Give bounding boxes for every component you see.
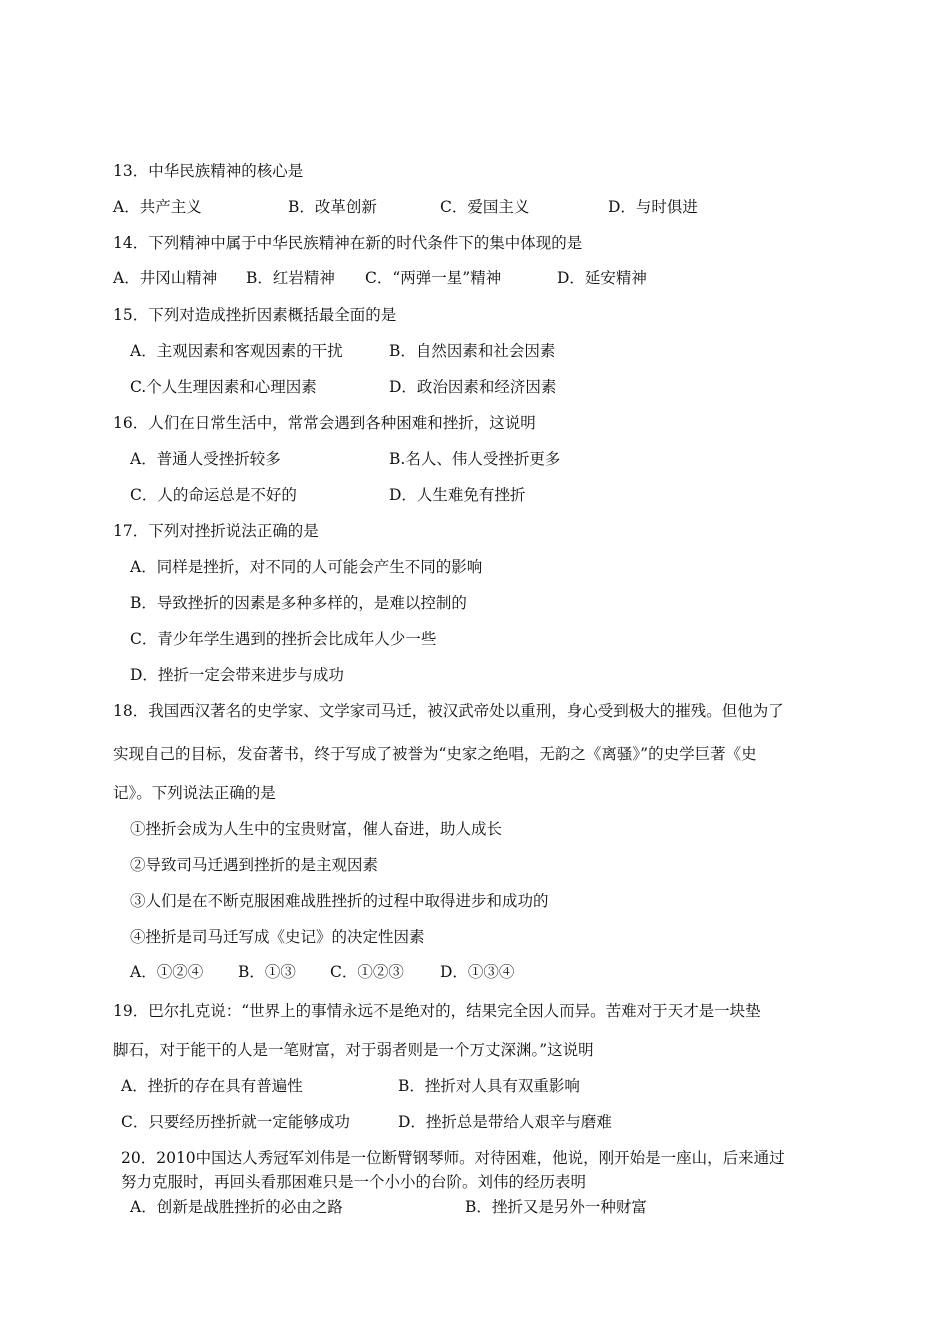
question-18-stem-line-2: 实现自己的目标，发奋著书，终于写成了被誉为“史家之绝唱，无韵之《离骚》”的史学巨著《史 <box>113 745 757 763</box>
question-20-stem-line-2: 努力克服时，再回头看那困难只是一个小小的台阶。刘伟的经历表明 <box>121 1173 587 1191</box>
question-18-statement-4: ④挫折是司马迁写成《史记》的决定性因素 <box>130 928 425 946</box>
question-13-option-d: D．与时俱进 <box>608 198 698 216</box>
question-16-option-b: B.名人、伟人受挫折更多 <box>389 450 561 468</box>
question-14-option-b: B．红岩精神 <box>246 269 335 287</box>
question-18-stem-line-1: 18．我国西汉著名的史学家、文学家司马迁，被汉武帝处以重刑，身心受到极大的摧残。但他为了 <box>113 702 784 720</box>
question-13-stem: 13．中华民族精神的核心是 <box>113 162 304 180</box>
question-17-option-c: C．青少年学生遇到的挫折会比成年人少一些 <box>130 630 437 648</box>
question-16-stem: 16．人们在日常生活中，常常会遇到各种困难和挫折，这说明 <box>113 414 536 432</box>
question-14-stem: 14．下列精神中属于中华民族精神在新的时代条件下的集中体现的是 <box>113 234 583 252</box>
question-13-option-a: A．共产主义 <box>113 198 202 216</box>
question-15-option-c: C.个人生理因素和心理因素 <box>130 378 317 396</box>
question-18-statement-2: ②导致司马迁遇到挫折的是主观因素 <box>130 856 379 874</box>
question-15-option-d: D．政治因素和经济因素 <box>389 378 557 396</box>
question-13-option-b: B．改革创新 <box>288 198 377 216</box>
question-14-option-d: D．延安精神 <box>557 269 647 287</box>
question-17-stem: 17．下列对挫折说法正确的是 <box>113 522 319 540</box>
question-18-stem-line-3: 记》。下列说法正确的是 <box>113 784 276 802</box>
question-17-option-d: D．挫折一定会带来进步与成功 <box>130 666 344 684</box>
question-20-stem-line-1: 20．2010中国达人秀冠军刘伟是一位断臂钢琴师。对待困难，他说，刚开始是一座山，后来通过 <box>121 1149 785 1167</box>
question-19-option-c: C．只要经历挫折就一定能够成功 <box>121 1113 350 1131</box>
question-18-statement-1: ①挫折会成为人生中的宝贵财富，催人奋进，助人成长 <box>130 820 503 838</box>
question-18-option-c: C．①②③ <box>330 963 404 981</box>
question-20-option-a: A．创新是战胜挫折的必由之路 <box>130 1198 343 1216</box>
question-18-option-a: A．①②④ <box>130 963 204 981</box>
question-13-option-c: C．爱国主义 <box>440 198 530 216</box>
question-18-option-b: B．①③ <box>238 963 296 981</box>
question-17-option-b: B．导致挫折的因素是多种多样的，是难以控制的 <box>130 594 467 612</box>
question-20-option-b: B．挫折又是另外一种财富 <box>465 1198 647 1216</box>
question-15-stem: 15．下列对造成挫折因素概括最全面的是 <box>113 306 397 324</box>
question-18-statement-3: ③人们是在不断克服困难战胜挫折的过程中取得进步和成功的 <box>130 892 549 910</box>
question-15-option-b: B．自然因素和社会因素 <box>389 342 556 360</box>
question-16-option-d: D．人生难免有挫折 <box>389 486 526 504</box>
question-16-option-a: A．普通人受挫折较多 <box>130 450 281 468</box>
question-19-option-a: A．挫折的存在具有普遍性 <box>121 1077 303 1095</box>
question-19-stem-line-1: 19．巴尔扎克说：“世界上的事情永远不是绝对的，结果完全因人而异。苦难对于天才是一块垫 <box>113 1002 761 1020</box>
question-19-option-b: B．挫折对人具有双重影响 <box>398 1077 580 1095</box>
question-17-option-a: A．同样是挫折，对不同的人可能会产生不同的影响 <box>130 558 483 576</box>
question-19-option-d: D．挫折总是带给人艰辛与磨难 <box>398 1113 612 1131</box>
question-15-option-a: A．主观因素和客观因素的干扰 <box>130 342 343 360</box>
question-18-option-d: D．①③④ <box>440 963 515 981</box>
question-19-stem-line-2: 脚石，对于能干的人是一笔财富，对于弱者则是一个万丈深渊。”这说明 <box>113 1041 594 1059</box>
question-16-option-c: C．人的命运总是不好的 <box>130 486 297 504</box>
question-14-option-c: C．“两弹一星”精神 <box>365 269 502 287</box>
question-14-option-a: A．井冈山精神 <box>113 269 218 287</box>
